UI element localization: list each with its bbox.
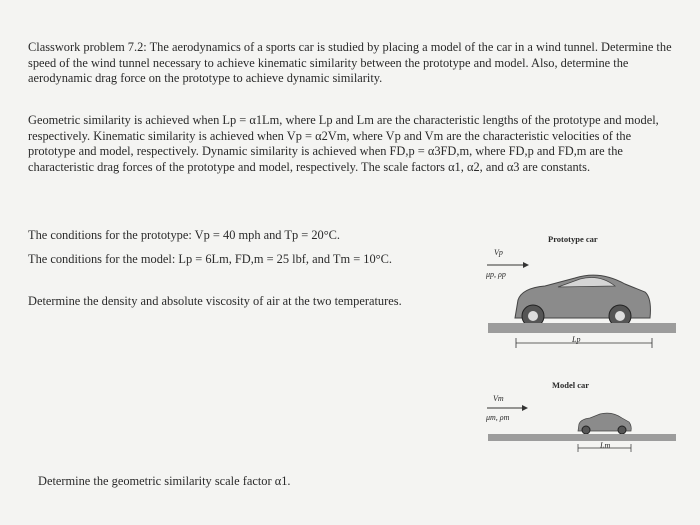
prototype-length-label: Lp (572, 335, 581, 344)
model-length-label: Lm (600, 441, 611, 450)
model-velocity-label: Vm (493, 394, 504, 403)
prototype-velocity-label: Vp (494, 248, 503, 257)
model-conditions: The conditions for the model: Lp = 6Lm, FD,m = 25 lbf, and Tm = 10°C. (28, 252, 392, 266)
model-car-title: Model car (552, 380, 590, 390)
task-scale-factor: Determine the geometric similarity scale factor α1. (38, 474, 291, 488)
model-car (578, 413, 631, 434)
problem-title: Classwork problem 7.2: (28, 40, 147, 54)
prototype-air-props-label: μp, ρp (486, 270, 506, 279)
prototype-conditions: The conditions for the prototype: Vp = 40 mph and Tp = 20°C. (28, 228, 341, 242)
similarity-explanation: Geometric similarity is achieved when Lp = α1Lm, where Lp and Lm are the characteristic lengths of the prototype and model, respectively. Kinematic similarity is achieved when Vp = α2Vm, where Vp and Vm are the characteristic velocities of the prototype and model, respectively. Dynamic similarity is achieved when FD,p = α3FD,m, where FD,p and FD,m are the characteristic drag forces of the prototype and model, respectively. The scale factors α1, α2, and α3 are constants. (28, 113, 659, 174)
task-density: Determine the density and absolute viscosity of air at the two temperatures. (28, 294, 402, 308)
problem-text: The aerodynamics of a sports car is studied by placing a model of the car in a wind tunnel. Determine the speed of the wind tunnel necessary to achieve kinematic similarity between the prototype and model. Also, determine the aerodynamic drag force on the prototype to achieve dynamic similarity. (28, 40, 672, 86)
prototype-ground (488, 323, 676, 333)
prototype-car-title: Prototype car (548, 234, 598, 244)
model-air-props-label: μm, ρm (486, 413, 510, 422)
prototype-car (515, 275, 650, 327)
model-ground (488, 434, 676, 441)
